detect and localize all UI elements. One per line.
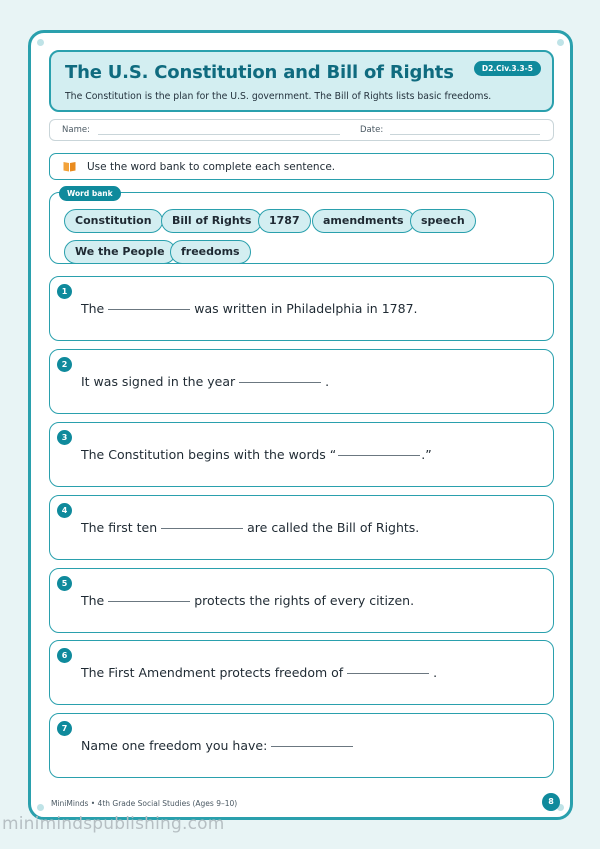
question-card [49,713,554,778]
sentence-end: . [325,374,330,389]
answer-blank[interactable] [338,455,420,456]
corner-dot [557,39,564,46]
question-card [49,349,554,414]
answer-blank[interactable] [108,601,190,602]
answer-blank[interactable] [239,382,321,383]
word-chip: speech [410,209,476,233]
sentence-start: The [81,301,105,316]
name-field[interactable] [98,134,340,135]
instructions-box [49,153,554,180]
question-sentence [81,665,437,680]
sentence-end: .” [421,447,432,462]
word-chip: Bill of Rights [161,209,262,233]
title-banner [49,50,554,112]
answer-blank[interactable] [108,309,190,310]
corner-dot [37,804,44,811]
page-title: The U.S. Constitution and Bill of Rights [65,62,454,83]
date-label: Date: [360,125,384,135]
question-sentence [81,593,414,608]
page-number-badge: 8 [542,793,560,811]
word-chip: 1787 [258,209,311,233]
sentence-start: The [81,593,105,608]
standard-code-badge: D2.Civ.3.3-5 [474,61,541,76]
word-chip: freedoms [170,240,251,264]
name-label: Name: [62,125,90,135]
question-card [49,276,554,341]
question-card [49,422,554,487]
word-bank [49,192,554,264]
question-number: 5 [57,576,72,591]
question-sentence [81,738,357,753]
sentence-end: . [433,665,438,680]
question-sentence [81,447,432,462]
watermark: minimindspublishing.com [2,814,225,834]
sentence-end: was written in Philadelphia in 1787. [194,301,418,316]
instructions-text: Use the word bank to complete each sentence. [87,161,336,173]
sentence-end: protects the rights of every citizen. [194,593,415,608]
date-field[interactable] [390,134,540,135]
word-chip: Constitution [64,209,163,233]
name-date-bar [49,119,554,141]
sentence-end: are called the Bill of Rights. [247,520,420,535]
question-sentence [81,374,329,389]
question-card [49,495,554,560]
question-card [49,568,554,633]
sentence-start: It was signed in the year [81,374,236,389]
book-icon [63,161,76,172]
word-bank-label: Word bank [59,186,121,201]
question-number: 7 [57,721,72,736]
question-sentence [81,301,418,316]
question-number: 6 [57,648,72,663]
sentence-start: The first ten [81,520,158,535]
answer-blank[interactable] [347,673,429,674]
sentence-start: Name one freedom you have: [81,738,268,753]
worksheet-page [28,30,573,820]
question-number: 2 [57,357,72,372]
footer-text: MiniMinds • 4th Grade Social Studies (Ages 9–10) [51,799,238,808]
sentence-start: The Constitution begins with the words “ [81,447,337,462]
answer-blank[interactable] [271,746,353,747]
sentence-start: The First Amendment protects freedom of [81,665,344,680]
question-card [49,640,554,705]
word-chip: amendments [312,209,415,233]
question-number: 3 [57,430,72,445]
question-number: 4 [57,503,72,518]
corner-dot [37,39,44,46]
question-number: 1 [57,284,72,299]
answer-blank[interactable] [161,528,243,529]
word-chip: We the People [64,240,176,264]
page-subtitle: The Constitution is the plan for the U.S. government. The Bill of Rights lists basic freedoms. [65,91,492,102]
question-sentence [81,520,419,535]
